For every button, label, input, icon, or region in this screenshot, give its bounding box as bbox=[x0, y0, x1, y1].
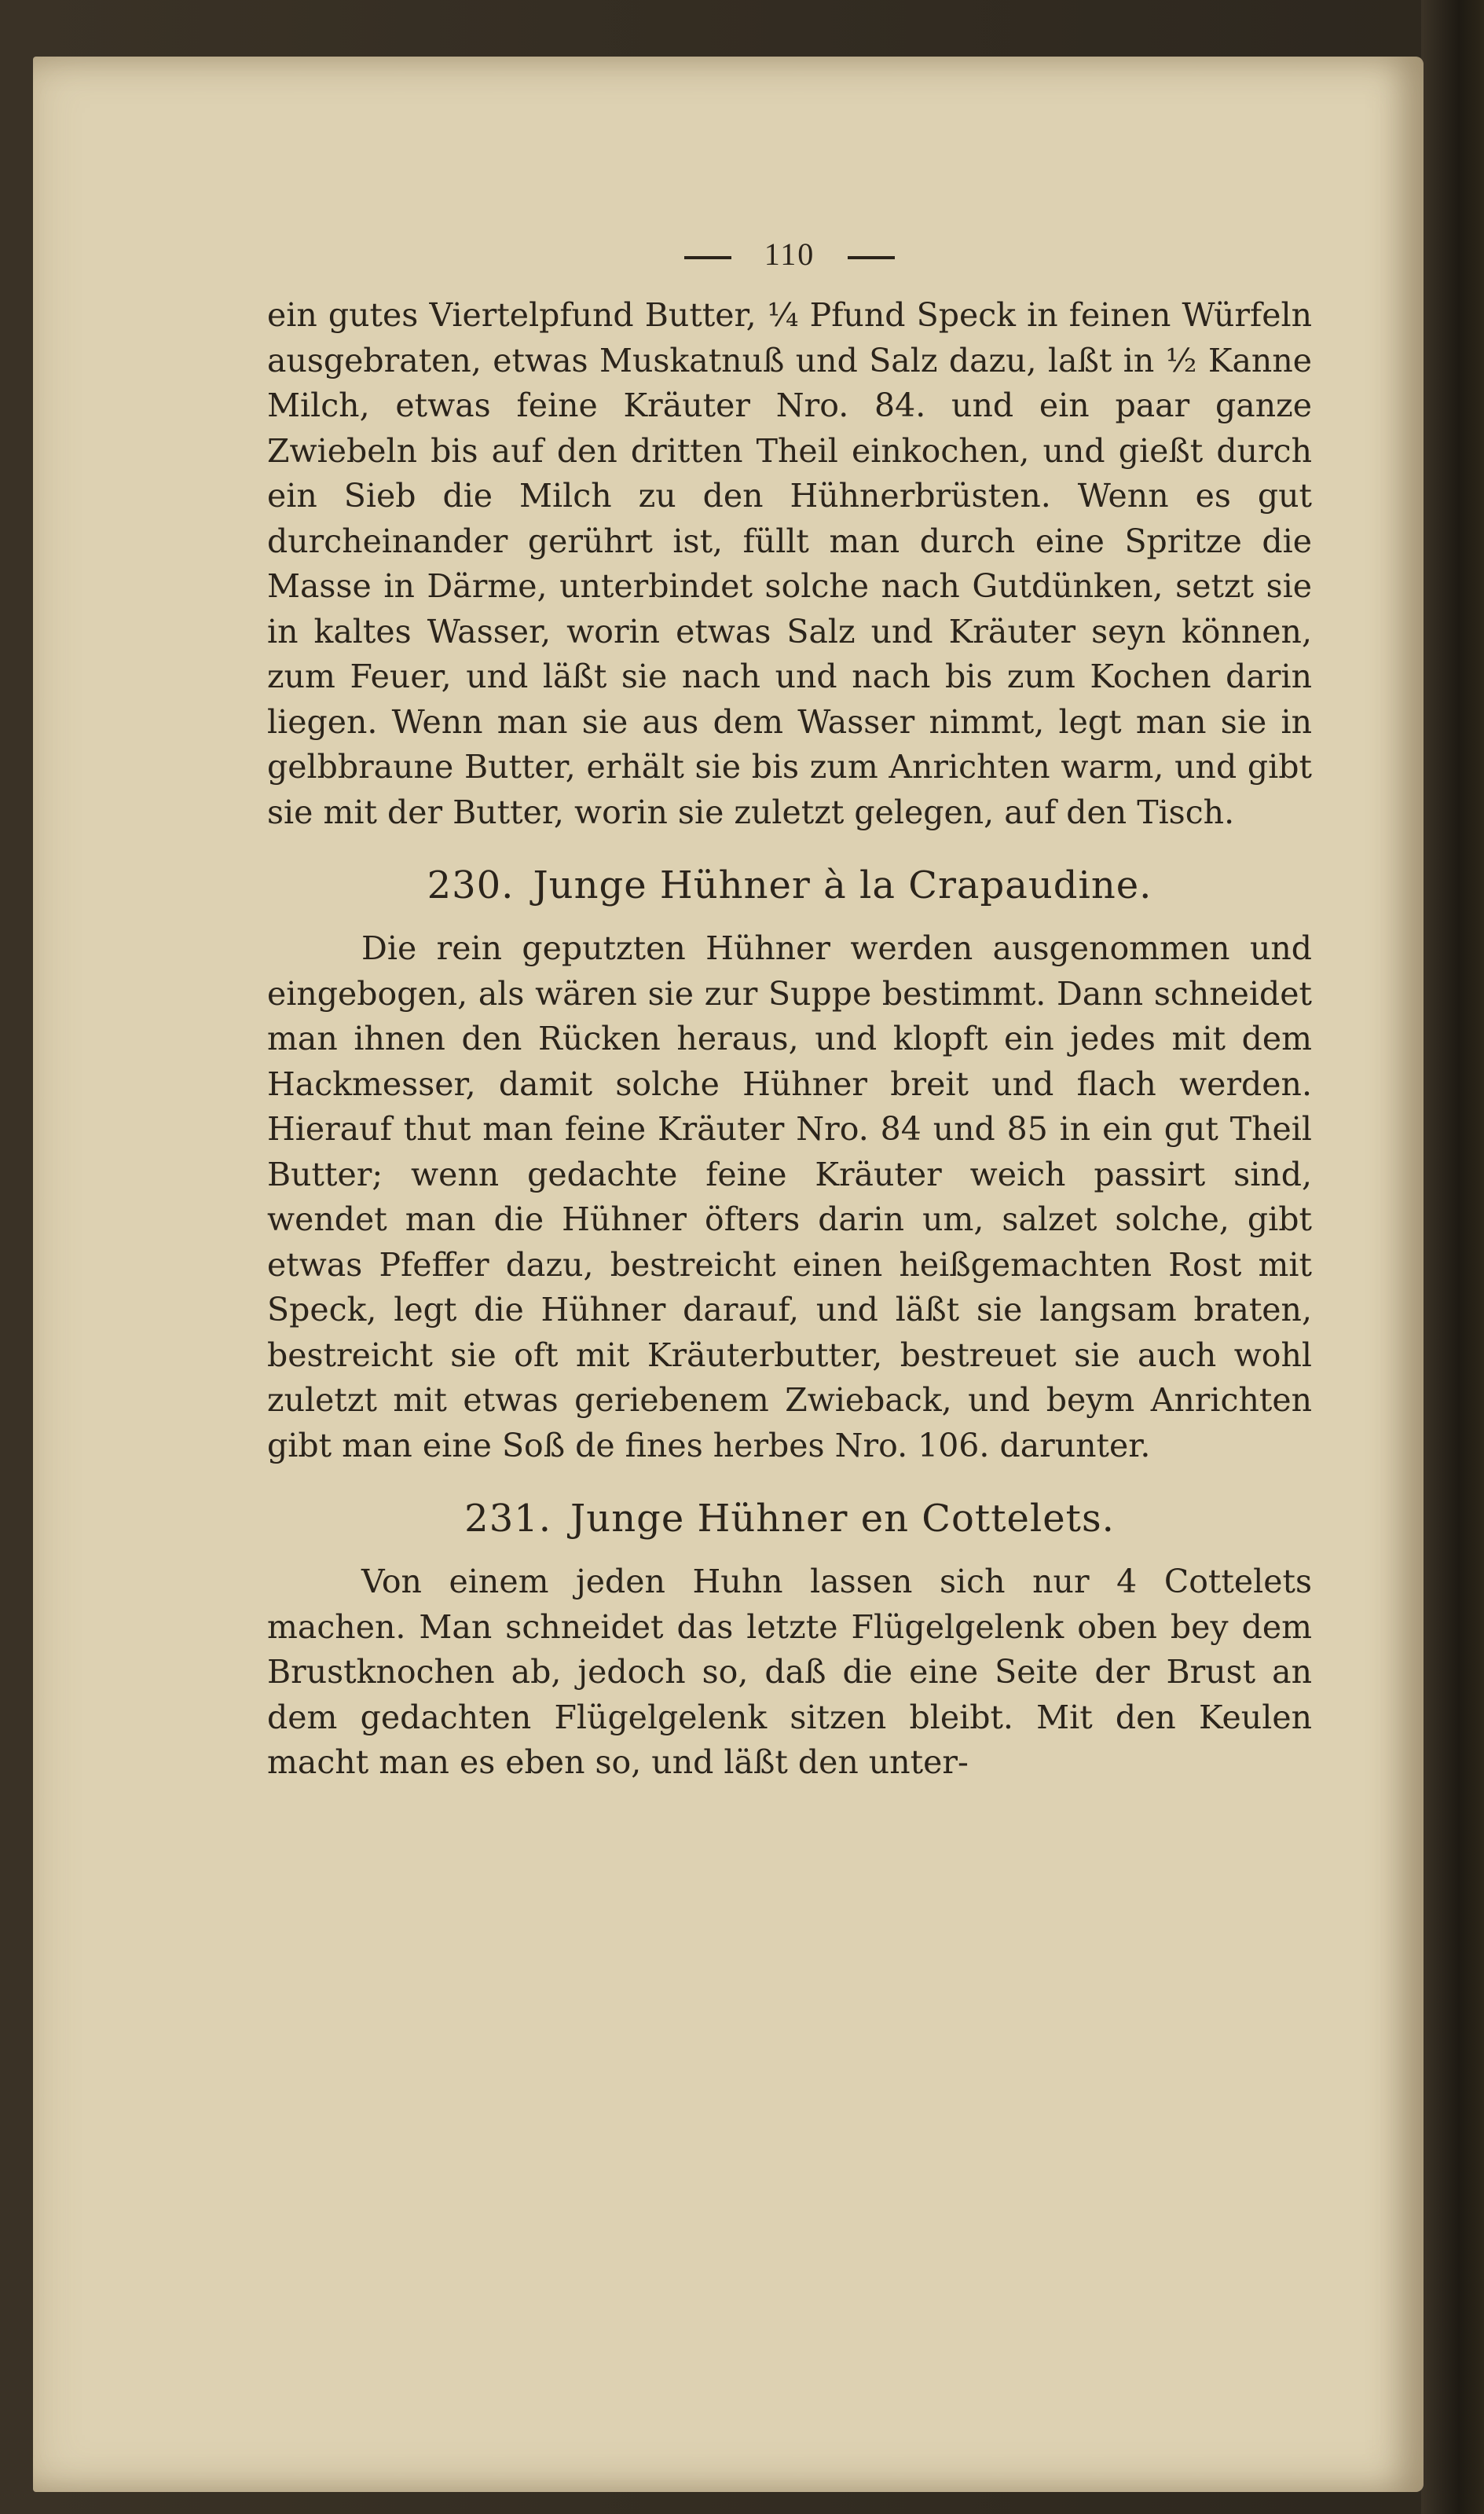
section-body-text-230: Die rein geputzten Hühner werden ausgenommen und eingebogen, als wären sie zur Suppe bestimmt. Dann schneidet man ihnen den Rücken heraus, und klopft ein jedes mit dem Hackmesser, damit solche Hühner breit und flach werden. Hierauf thut man feine Kräuter Nro. 84 und 85 in ein gut Theil Butter; wenn gedachte feine Kräuter weich passirt sind, wendet man die Hühner öfters darin um, salzet solche, gibt etwas Pfeffer dazu, bestreicht einen heißgemachten Rost mit Speck, legt die Hühner darauf, und läßt sie langsam braten, bestreicht sie oft mit Kräuterbutter, bestreuet sie auch wohl zuletzt mit etwas geriebenem Zwieback, und beym Anrichten gibt man eine Soß de fines herbes Nro. 106. darunter. bbox=[267, 929, 1312, 1464]
section-body-231 bbox=[267, 1559, 1312, 1786]
section-body-230 bbox=[267, 926, 1312, 1468]
section-body-text-231: Von einem jeden Huhn lassen sich nur 4 Cottelets machen. Man schneidet das letzte Flügelgelenk oben bey dem Brustknochen ab, jedoch so, daß die eine Seite der Brust an dem gedachten Flügelgelenk sitzen bleibt. Mit den Keulen macht man es eben so, und läßt den unter- bbox=[267, 1563, 1312, 1781]
section-title-231: Junge Hühner en Cottelets. bbox=[570, 1497, 1115, 1541]
section-number-230: 230. bbox=[427, 863, 515, 907]
section-heading-231 bbox=[267, 1495, 1312, 1542]
page-content bbox=[267, 236, 1312, 1786]
section-heading-230 bbox=[267, 862, 1312, 909]
page-header bbox=[267, 236, 1312, 273]
header-rule-right bbox=[848, 256, 895, 259]
page-number: 110 bbox=[764, 236, 815, 272]
header-rule-left bbox=[684, 256, 731, 259]
book-binding bbox=[1421, 0, 1484, 2514]
section-number-231: 231. bbox=[464, 1497, 552, 1541]
section-title-230: Junge Hühner à la Crapaudine. bbox=[533, 863, 1152, 907]
intro-paragraph: ein gutes Viertelpfund Butter, ¼ Pfund Speck in feinen Würfeln ausgebraten, etwas Muskatnuß und Salz dazu, laßt in ½ Kanne Milch, etwas feine Kräuter Nro. 84. und ein paar ganze Zwiebeln bis auf den dritten Theil einkochen, und gießt durch ein Sieb die Milch zu den Hühnerbrüsten. Wenn es gut durcheinander gerührt ist, füllt man durch eine Spritze die Masse in Därme, unterbindet solche nach Gutdünken, setzt sie in kaltes Wasser, worin etwas Salz und Kräuter seyn können, zum Feuer, und läßt sie nach und nach bis zum Kochen darin liegen. Wenn man sie aus dem Wasser nimmt, legt man sie in gelbbraune Butter, erhält sie bis zum Anrichten warm, und gibt sie mit der Butter, worin sie zuletzt gelegen, auf den Tisch. bbox=[267, 296, 1312, 831]
